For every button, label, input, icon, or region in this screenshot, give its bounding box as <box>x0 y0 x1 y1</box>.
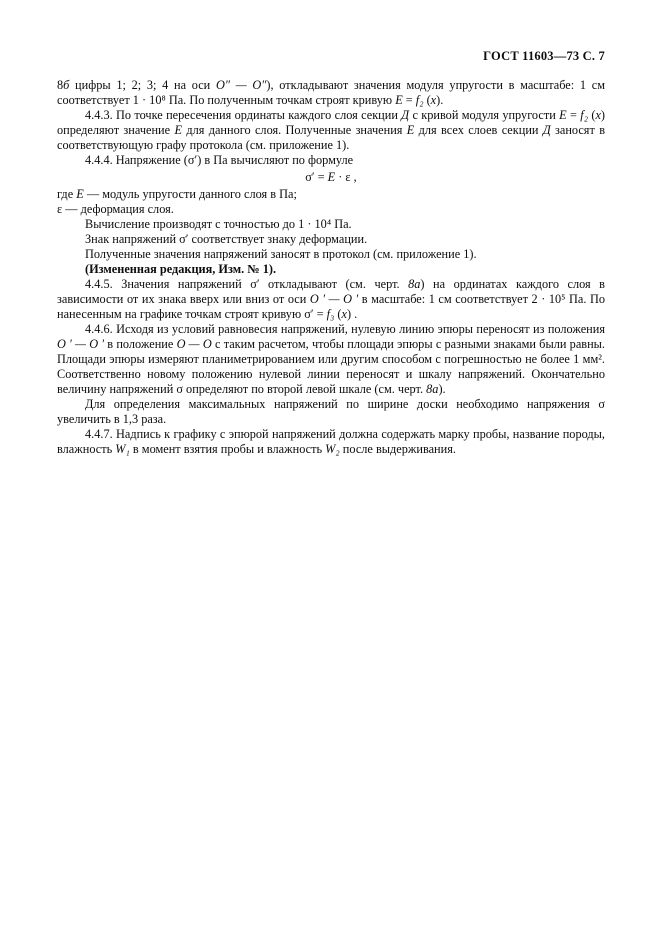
paragraph: 4.4.5. Значения напряжений σ′ откладывают (см. черт. 8а) на ординатах каждого слоя в зависимости от их знака вверх или вниз от оси O ′ — O ′ в масштабе: 1 см соответствует 2 · 10⁵ Па. По нанесенным на графике точкам строят кривую σ′ = f₃ (x) . <box>57 277 605 321</box>
paragraph: 4.4.4. Напряжение (σ′) в Па вычисляют по формуле <box>85 153 354 167</box>
paragraph: 8б цифры 1; 2; 3; 4 на оси O″ — O″), откладывают значения модуля упругости в масштабе: 1 см соответствует 1 · 10⁸ Па. По полученным точкам строят кривую E = f₂ (x). <box>57 78 605 107</box>
definition-line: ε — деформация слоя. <box>57 202 174 216</box>
page-header: ГОСТ 11603—73 С. 7 <box>483 49 605 63</box>
paragraph-amended-note: (Измененная редакция, Изм. № 1). <box>85 262 277 276</box>
formula: σ′ = E · ε , <box>305 170 357 184</box>
paragraph: Вычисление производят с точностью до 1 · 10⁴ Па. <box>85 217 352 231</box>
paragraph: Знак напряжений σ′ соответствует знаку деформации. <box>85 232 368 246</box>
document-body <box>57 78 605 457</box>
paragraph: 4.4.6. Исходя из условий равновесия напряжений, нулевую линию эпюры переносят из положения O ′ — O ′ в положение O — O с таким расчетом, чтобы площади эпюры с разными знаками были равны. Площади эпюры измеряют планиметрированием или другим способом с погрешностью не более 1 мм². Соответственно новому положению нулевой линии переносят и шкалу напряжений. Окончательно величину напряжений σ определяют по второй левой шкале (см. черт. 8а). <box>57 322 605 396</box>
definition-line: где E — модуль упругости данного слоя в Па; <box>57 187 297 201</box>
paragraph: 4.4.3. По точке пересечения ординаты каждого слоя секции Д с кривой модуля упругости E = f₂ (x) определяют значение E для данного слоя. Полученные значения E для всех слоев секции Д заносят в соответствующую графу протокола (см. приложение 1). <box>57 108 606 152</box>
paragraph: Для определения максимальных напряжений по ширине доски необходимо напряжения σ увеличить в 1,3 раза. <box>57 397 605 426</box>
paragraph: Полученные значения напряжений заносят в протокол (см. приложение 1). <box>85 247 477 261</box>
paragraph: 4.4.7. Надпись к графику с эпюрой напряжений должна содержать марку пробы, название породы, влажность W₁ в момент взятия пробы и влажность W₂ после выдерживания. <box>57 427 605 456</box>
